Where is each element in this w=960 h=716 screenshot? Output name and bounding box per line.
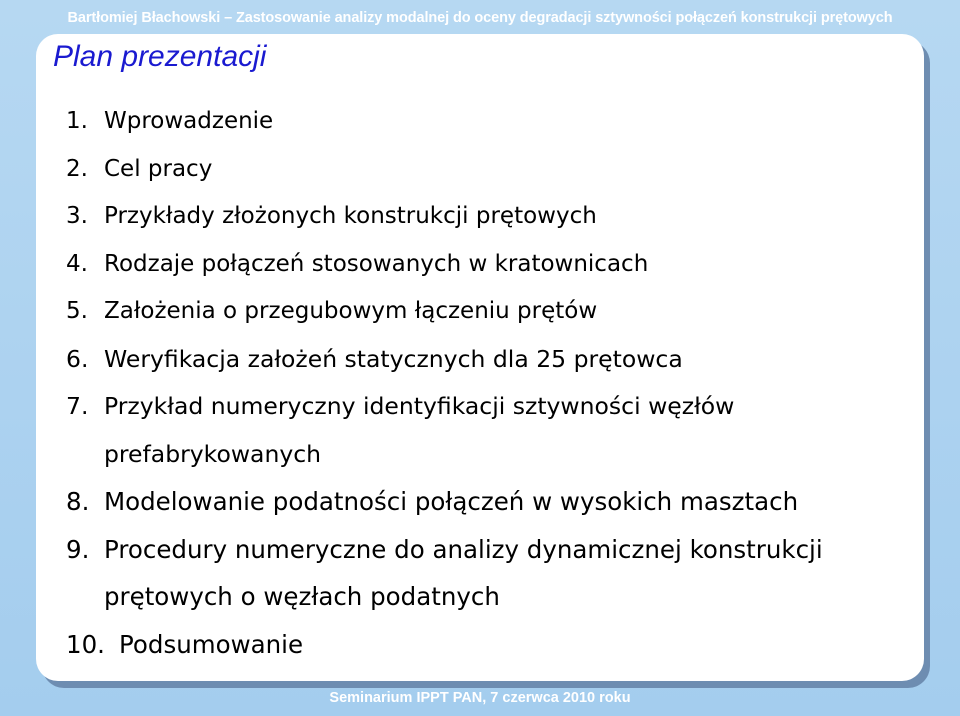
agenda-item-text: Wprowadzenie bbox=[104, 108, 274, 134]
agenda-item-number: 10. bbox=[66, 629, 105, 659]
agenda-item-text: Cel pracy bbox=[104, 155, 213, 182]
slide-header: Bartłomiej Błachowski – Zastosowanie analizy modalnej do oceny degradacji sztywności połączeń konstrukcji prętowych bbox=[67, 10, 893, 26]
agenda-item-text: Założenia o przegubowym łączeniu prętów bbox=[104, 298, 598, 324]
agenda-item-number: 8. bbox=[66, 487, 90, 516]
agenda-item-text: Podsumowanie bbox=[119, 629, 304, 659]
agenda-item-number: 1. bbox=[66, 108, 88, 134]
agenda-item-2 bbox=[66, 146, 896, 194]
agenda-item-number: 9. bbox=[66, 534, 90, 564]
agenda-item-number: 6. bbox=[66, 344, 89, 373]
agenda-item-text: Modelowanie podatności połączeń w wysokich masztach bbox=[104, 487, 799, 516]
agenda-item-number: 5. bbox=[66, 298, 88, 324]
agenda-item-5 bbox=[66, 288, 896, 336]
agenda-item-7 bbox=[66, 383, 896, 478]
agenda-item-number: 4. bbox=[66, 250, 88, 277]
agenda-item-6 bbox=[66, 336, 896, 384]
agenda-item-text: Rodzaje połączeń stosowanych w kratownicach bbox=[104, 250, 649, 277]
slide-title: Plan prezentacji bbox=[53, 40, 267, 73]
agenda-item-number: 3. bbox=[66, 203, 88, 229]
agenda-item-number: 2. bbox=[66, 155, 88, 182]
agenda-item-text: Przykłady złożonych konstrukcji prętowych bbox=[104, 203, 597, 229]
agenda-item-9 bbox=[66, 526, 896, 621]
agenda-item-text: Przykład numeryczny identyfikacji sztywności węzłów prefabrykowanych bbox=[104, 392, 735, 468]
agenda-item-10 bbox=[66, 621, 896, 669]
agenda-item-4 bbox=[66, 241, 896, 289]
agenda-item-number: 7. bbox=[66, 392, 89, 420]
agenda-item-text: Procedury numeryczne do analizy dynamicznej konstrukcji prętowych o węzłach podatnych bbox=[104, 534, 823, 611]
agenda-list bbox=[66, 98, 896, 668]
agenda-item-text: Weryfikacja założeń statycznych dla 25 prętowca bbox=[104, 344, 683, 373]
agenda-item-8 bbox=[66, 478, 896, 526]
agenda-item-1 bbox=[66, 98, 896, 146]
agenda-item-3 bbox=[66, 193, 896, 241]
slide-footer: Seminarium IPPT PAN, 7 czerwca 2010 roku bbox=[329, 690, 631, 706]
